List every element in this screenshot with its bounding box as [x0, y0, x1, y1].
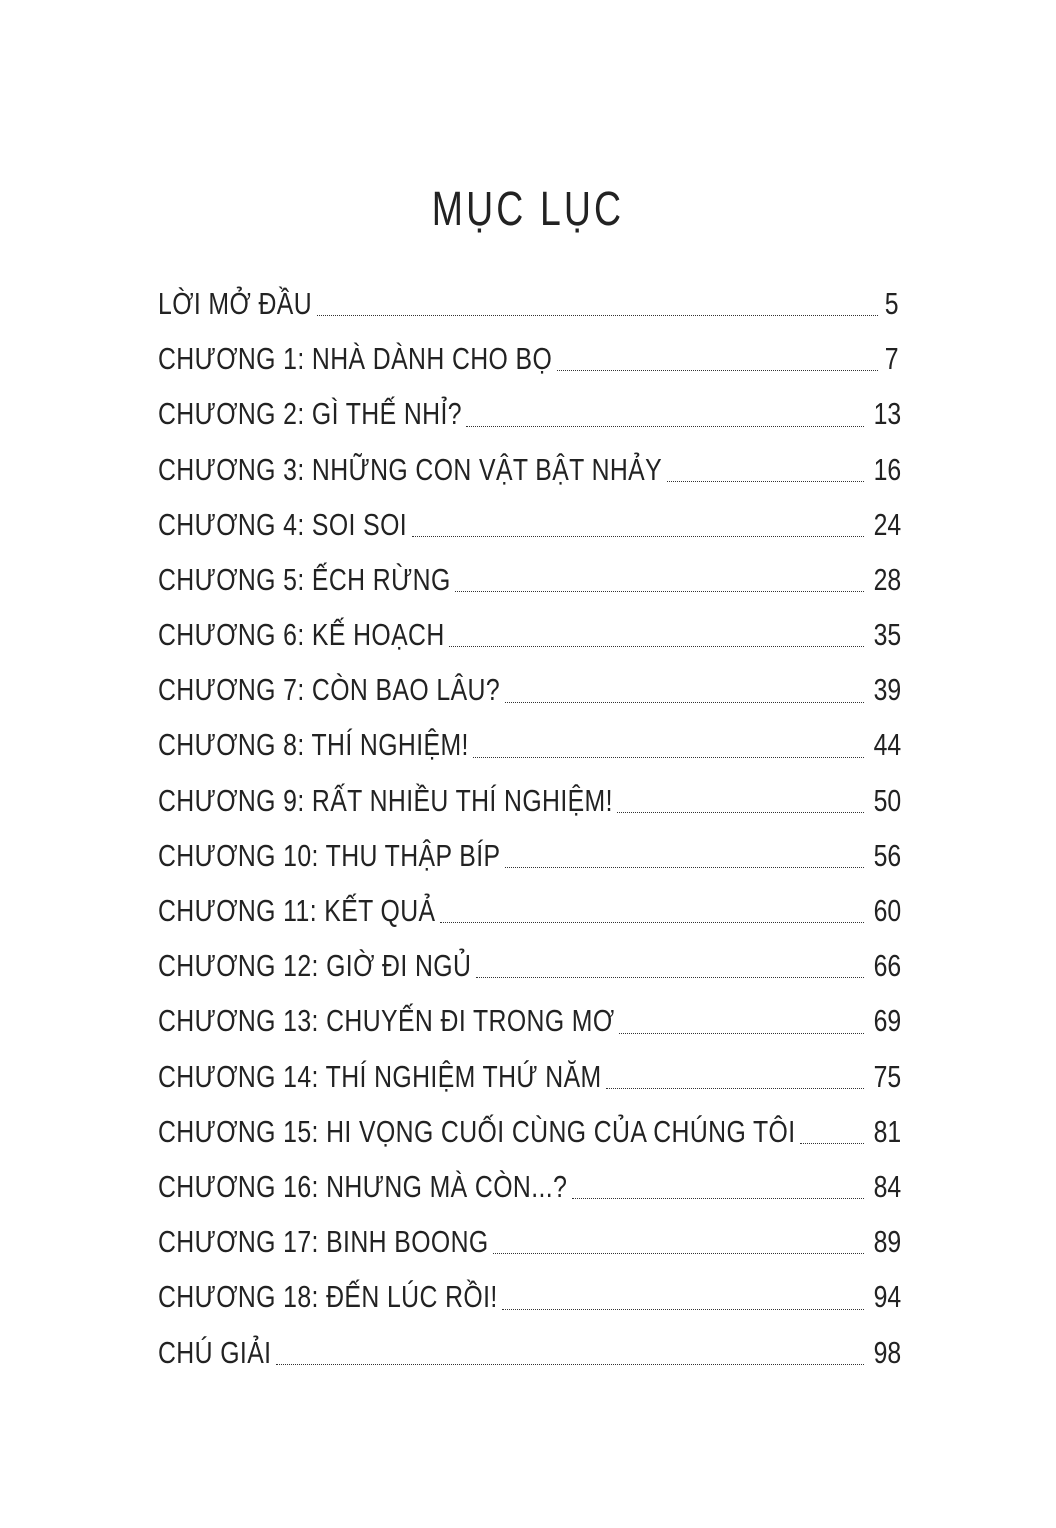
- toc-entry: [158, 497, 902, 552]
- toc-entry-label-wrap: [158, 938, 472, 993]
- toc-entry-page-number: 94: [873, 1279, 902, 1315]
- toc-entry-page-number: 39: [873, 672, 902, 708]
- toc-entry: [158, 1104, 902, 1159]
- toc-entry-label: CHƯƠNG 2: GÌ THẾ NHỈ?: [158, 396, 462, 432]
- dot-leader: [505, 867, 864, 868]
- toc-entry-label-wrap: [158, 993, 615, 1048]
- toc-entry: [158, 993, 902, 1048]
- toc-entry: [158, 718, 902, 773]
- toc-entry: [158, 1325, 902, 1380]
- toc-entry-page-number: 44: [873, 727, 902, 763]
- toc-entry-page-number: 56: [873, 837, 902, 873]
- toc-entry-label-wrap: [158, 1214, 489, 1269]
- toc-entry-label: CHƯƠNG 10: THU THẬP BÍP: [158, 837, 501, 873]
- toc-entry: [158, 662, 902, 717]
- toc-entry-page-number: 5: [884, 285, 899, 321]
- toc-entry: [158, 1214, 902, 1269]
- toc-entry-page-number: 35: [873, 617, 902, 653]
- toc-entry-label: CHƯƠNG 5: ẾCH RỪNG: [158, 561, 451, 597]
- toc-entry-page-number: 24: [873, 506, 902, 542]
- dot-leader: [572, 1198, 864, 1199]
- toc-entry-page-number: 7: [884, 341, 899, 377]
- dot-leader: [557, 370, 878, 371]
- toc-entry-label-wrap: [158, 662, 501, 717]
- toc-entry: [158, 386, 902, 441]
- dot-leader: [455, 591, 864, 592]
- dot-leader: [617, 812, 864, 813]
- dot-leader: [412, 536, 864, 537]
- toc-entry-label: CHƯƠNG 15: HI VỌNG CUỐI CÙNG CỦA CHÚNG TÔI: [158, 1113, 796, 1149]
- toc-entry-label: CHƯƠNG 16: NHƯNG MÀ CÒN...?: [158, 1168, 568, 1204]
- toc-entry-label: CHƯƠNG 12: GIỜ ĐI NGỦ: [158, 948, 472, 984]
- toc-entry: [158, 938, 902, 993]
- toc-entry-label-wrap: [158, 497, 408, 552]
- toc-entry-page-number: 81: [873, 1113, 902, 1149]
- toc-entry-page-number: 16: [873, 451, 902, 487]
- toc-entry-label-wrap: [158, 552, 451, 607]
- toc-entry-page-number: 98: [873, 1334, 902, 1370]
- dot-leader: [667, 481, 864, 482]
- toc-entry-page-number: 75: [873, 1058, 902, 1094]
- toc-entry: [158, 607, 902, 662]
- toc-entry-label-wrap: [158, 717, 469, 772]
- dot-leader: [476, 977, 864, 978]
- toc-entry-page-number: 60: [873, 893, 902, 929]
- toc-entry-label: CHƯƠNG 11: KẾT QUẢ: [158, 893, 436, 929]
- dot-leader: [606, 1088, 864, 1089]
- toc-entry-label: CHƯƠNG 4: SOI SOI: [158, 506, 408, 542]
- dot-leader: [440, 922, 864, 923]
- toc-entry-label-wrap: [158, 607, 445, 662]
- dot-leader: [502, 1309, 864, 1310]
- toc-entry-page-number: 28: [873, 561, 902, 597]
- toc-entry-label: LỜI MỞ ĐẦU: [158, 285, 313, 321]
- toc-entry-label-wrap: [158, 1104, 796, 1159]
- dot-leader: [466, 426, 864, 427]
- toc-entry-label: CHƯƠNG 7: CÒN BAO LÂU?: [158, 672, 501, 708]
- toc-entry: [158, 773, 902, 828]
- toc-entry-label: CHƯƠNG 13: CHUYẾN ĐI TRONG MƠ: [158, 1003, 615, 1039]
- toc-entry-label: CHƯƠNG 17: BINH BOONG: [158, 1224, 489, 1260]
- toc-entry-label: CHƯƠNG 6: KẾ HOẠCH: [158, 617, 445, 653]
- toc-entry: [158, 883, 902, 938]
- dot-leader: [317, 315, 878, 316]
- toc-entry: [158, 1049, 902, 1104]
- toc-entry-label: CHƯƠNG 18: ĐẾN LÚC RỒI!: [158, 1279, 498, 1315]
- dot-leader: [619, 1033, 864, 1034]
- dot-leader: [493, 1253, 864, 1254]
- toc-entry: [158, 1159, 902, 1214]
- dot-leader: [449, 646, 864, 647]
- toc-entry-label: CHƯƠNG 8: THÍ NGHIỆM!: [158, 727, 469, 763]
- toc-entry-label: CHÚ GIẢI: [158, 1334, 272, 1370]
- toc-entry-label-wrap: [158, 828, 501, 883]
- toc-entry-label-wrap: [158, 773, 613, 828]
- toc-entry-page-number: 69: [873, 1003, 902, 1039]
- toc-entry-label-wrap: [158, 883, 436, 938]
- toc-entry-label: CHƯƠNG 14: THÍ NGHIỆM THỨ NĂM: [158, 1058, 602, 1094]
- toc-entry: [158, 276, 899, 331]
- toc-entry-label-wrap: [158, 1269, 498, 1324]
- table-of-contents: [158, 276, 902, 1380]
- toc-entry-label-wrap: [158, 1325, 272, 1380]
- toc-entry-page-number: 50: [873, 782, 902, 818]
- toc-entry: [158, 552, 902, 607]
- toc-entry: [158, 828, 902, 883]
- dot-leader: [505, 702, 864, 703]
- toc-entry-label-wrap: [158, 386, 462, 441]
- toc-entry-label-wrap: [158, 442, 663, 497]
- toc-entry-label: CHƯƠNG 9: RẤT NHIỀU THÍ NGHIỆM!: [158, 782, 613, 818]
- toc-entry: [158, 1269, 902, 1324]
- dot-leader: [473, 757, 864, 758]
- toc-entry-page-number: 66: [873, 948, 902, 984]
- toc-entry-label: CHƯƠNG 3: NHỮNG CON VẬT BẬT NHẢY: [158, 451, 663, 487]
- dot-leader: [276, 1364, 864, 1365]
- toc-entry-label-wrap: [158, 276, 313, 331]
- toc-entry: [158, 331, 899, 386]
- page-title: MỤC LỤC: [431, 183, 625, 237]
- toc-entry-label-wrap: [158, 1159, 568, 1214]
- dot-leader: [800, 1143, 864, 1144]
- toc-entry-label-wrap: [158, 1049, 602, 1104]
- toc-entry-label-wrap: [158, 331, 553, 386]
- toc-entry-page-number: 84: [873, 1168, 902, 1204]
- toc-entry: [158, 442, 902, 497]
- toc-entry-page-number: 89: [873, 1224, 902, 1260]
- toc-entry-label: CHƯƠNG 1: NHÀ DÀNH CHO BỌ: [158, 341, 553, 377]
- toc-entry-page-number: 13: [873, 396, 902, 432]
